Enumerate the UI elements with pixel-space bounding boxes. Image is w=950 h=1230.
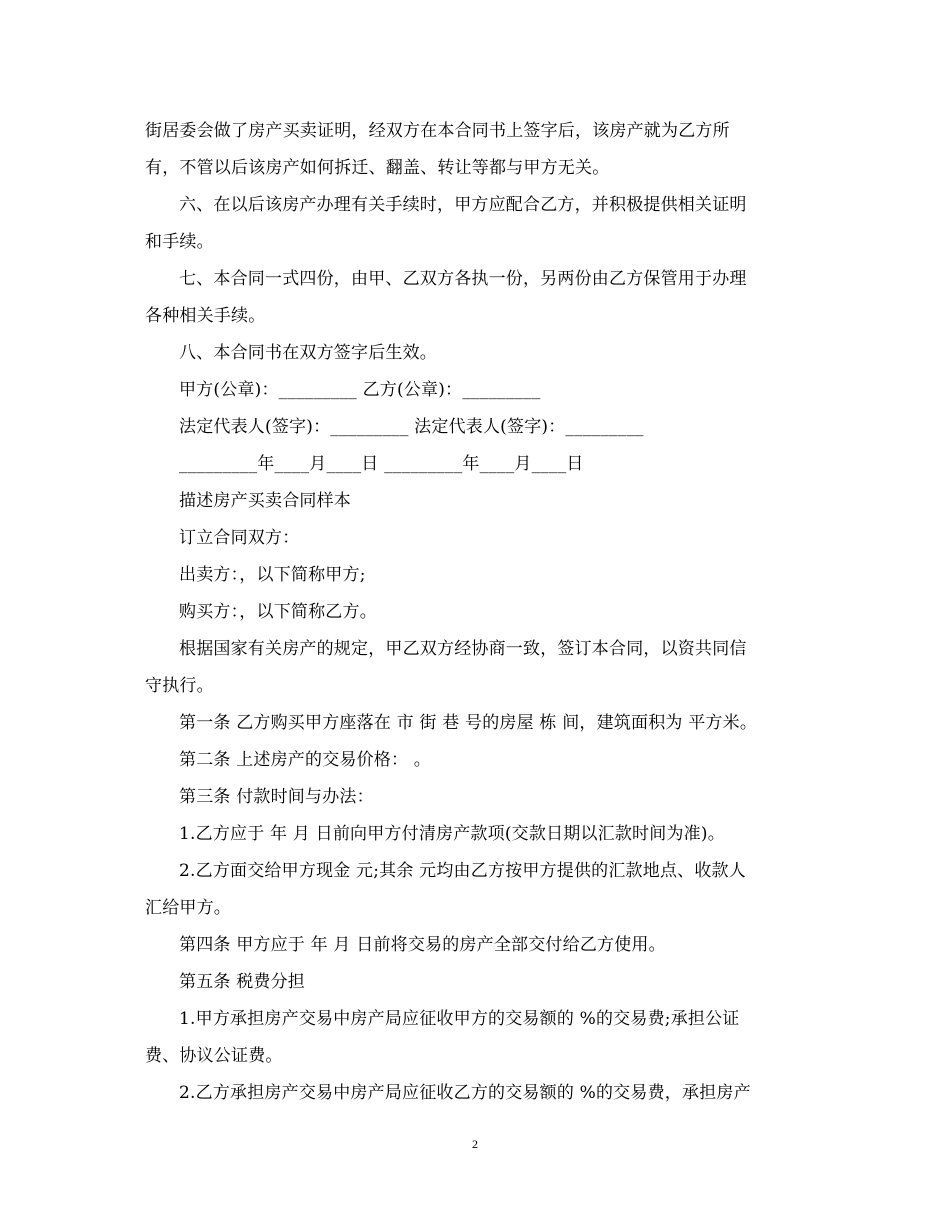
section-title: 描述房产买卖合同样本	[179, 491, 351, 511]
paragraph-line: 和手续。	[145, 232, 214, 252]
clause-eight: 八、本合同书在双方签字后生效。	[179, 343, 437, 363]
clause-six: 六、在以后该房产办理有关手续时，甲方应配合乙方，并积极提供相关证明	[179, 195, 747, 215]
seller-line: 出卖方：，以下简称甲方;	[179, 565, 366, 585]
paragraph-line: 有，不管以后该房产如何拆迁、翻盖、转让等都与甲方无关。	[145, 158, 610, 178]
clause-seven: 七、本合同一式四份，由甲、乙双方各执一份，另两份由乙方保管用于办理	[179, 269, 747, 289]
paragraph-line: 各种相关手续。	[145, 306, 266, 326]
payment-item-one: 1.乙方应于 年 月 日前向甲方付清房产款项(交款日期以汇款时间为准)。	[179, 824, 725, 844]
article-two: 第二条 上述房产的交易价格： 。	[179, 750, 432, 770]
page-number: 2	[472, 1137, 478, 1151]
parties-heading: 订立合同双方：	[179, 528, 300, 548]
paragraph-line: 街居委会做了房产买卖证明，经双方在本合同书上签字后，该房产就为乙方所	[145, 121, 730, 141]
date-line: _________年____月____日 _________年____月____日	[179, 454, 584, 474]
payment-item-two: 2.乙方面交给甲方现金 元;其余 元均由乙方按甲方提供的汇款地点、收款人	[179, 861, 746, 881]
paragraph-line: 汇给甲方。	[145, 898, 231, 918]
article-three: 第三条 付款时间与办法：	[179, 787, 374, 807]
preamble-line: 根据国家有关房产的规定，甲乙双方经协商一致，签订本合同，以资共同信	[179, 639, 747, 659]
buyer-line: 购买方：，以下简称乙方。	[179, 602, 377, 622]
seal-line: 甲方(公章)：_________ 乙方(公章)：_________	[179, 380, 541, 400]
paragraph-line: 守执行。	[145, 676, 214, 696]
tax-item-one: 1.甲方承担房产交易中房产局应征收甲方的交易额的 %的交易费;承担公证	[179, 1009, 740, 1029]
article-four: 第四条 甲方应于 年 月 日前将交易的房产全部交付给乙方使用。	[179, 935, 666, 955]
representative-signature-line: 法定代表人(签字)：_________ 法定代表人(签字)：_________	[179, 417, 644, 437]
tax-item-two: 2.乙方承担房产交易中房产局应征收乙方的交易额的 %的交易费，承担房产	[179, 1083, 751, 1103]
paragraph-line: 费、协议公证费。	[145, 1046, 283, 1066]
article-five: 第五条 税费分担	[179, 972, 306, 992]
article-one: 第一条 乙方购买甲方座落在 市 街 巷 号的房屋 栋 间，建筑面积为 平方米。	[179, 713, 758, 733]
